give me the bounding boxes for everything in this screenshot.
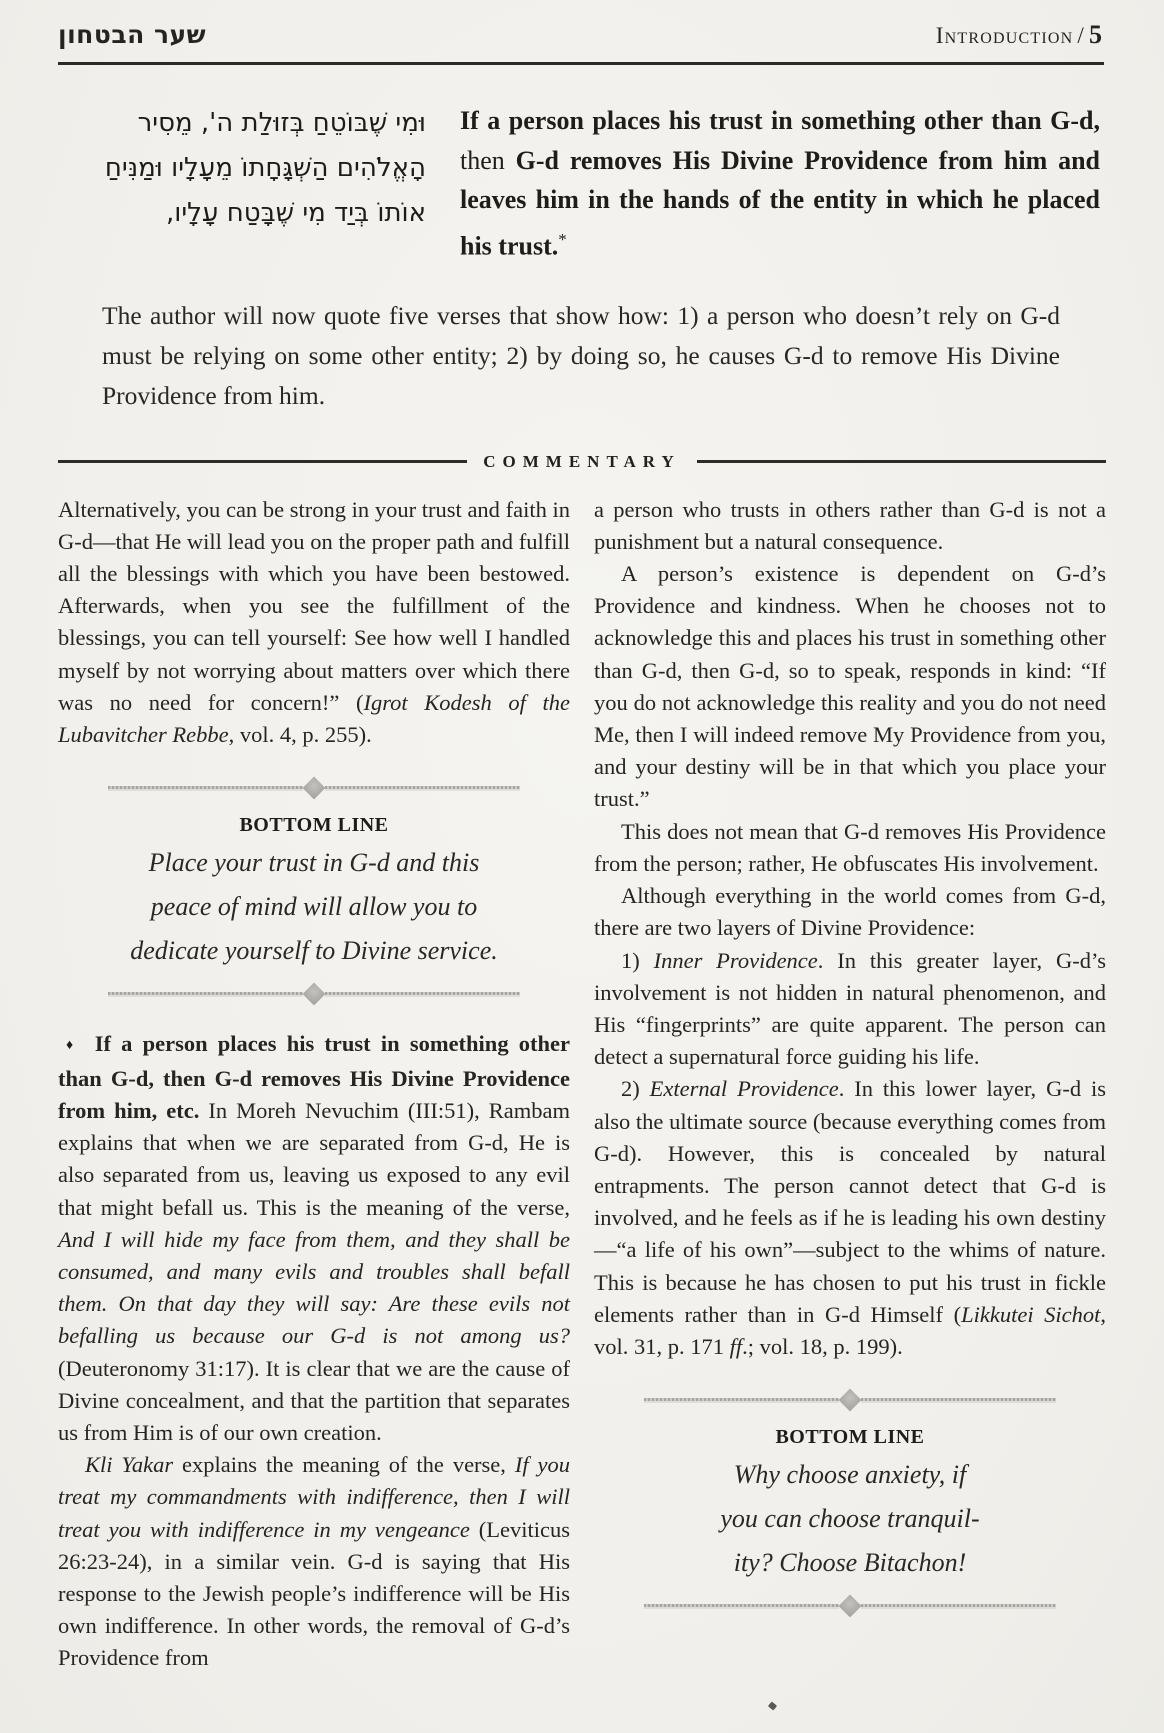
text-segment: 2) [621,1076,650,1102]
bottom-line-quote-line: ity? Choose Bitachon! [733,1548,967,1578]
text-segment: External Providence [649,1076,839,1102]
ornament-line [644,1604,839,1607]
commentary-paragraph [58,1449,570,1674]
text-segment: Igrot Kodesh of the Lubavitcher Rebbe [58,689,571,748]
text-segment: ff [729,1333,743,1359]
text-segment: In Moreh Nevuchim (III:51), Rambam explains that when we are separated from G-d, He is also separated from us, leaving us exposed to any evil that might befall us. This is the meaning of the verse, [58,1097,570,1220]
commentary-paragraph [58,494,570,752]
text-segment: , vol. 4, p. 255). [228,722,372,748]
divider-line [697,460,1106,463]
commentary-paragraph [58,1028,570,1449]
bottom-line-title: BOTTOM LINE [239,814,389,837]
diamond-ornament-icon [839,1388,862,1411]
page-number: 5 [1089,20,1102,49]
diamond-ornament-icon [303,983,326,1006]
english-translation [460,101,1100,266]
text-segment: . In this lower layer, G-d is also the ultimate source (because everything comes from G-d). However, this is concealed by natural entrapments. The person cannot detect that G-d is involved, and he feels as if he is leading his own destiny—“a life of his own”—subject to the whims of nature. This is because he has chosen to put his trust in fickle elements rather than in G-d Himself ( [594,1076,1107,1327]
bottom-line-box [644,1391,1056,1614]
commentary-paragraph [594,880,1106,944]
text-segment: 1) [621,947,654,973]
ink-speck [768,1701,777,1710]
ornament-line [108,992,303,995]
ornament-divider [108,985,520,1002]
text-segment: * [558,229,567,249]
ornament-divider [644,1597,1056,1614]
text-segment: Likkutei Sichot [961,1301,1101,1327]
running-head [936,20,1102,50]
text-segment: G-d removes His Divine Providence from him and leaves him in the hands of the entity in which he placed his trust. [460,145,1101,261]
narrator-paragraph: The author will now quote five verses that show how: 1) a person who doesn’t rely on G-d must be relying on some other entity; 2) by doing so, he causes G-d to remove His Divine Providence from him. [102,300,1060,410]
ornament-line [861,1398,1056,1401]
ornament-divider [644,1391,1056,1408]
commentary-label: COMMENTARY [483,451,681,471]
left-column [58,494,570,1675]
hebrew-line: אוֹתוֹ בְּיַד מִי שֶׁבָּטַח עָלָיו, [166,198,426,228]
page-header [0,0,1164,50]
bottom-line-quote-line: Place your trust in G-d and this [148,848,480,878]
text-segment: explains the meaning of the verse, [173,1452,515,1478]
text-segment: (Deuteronomy 31:17). It is clear that we are the cause of Divine concealment, and that the partition that separates us from Him is of our own creation. [58,1355,570,1445]
text-segment: .; vol. 18, p. 199). [742,1333,903,1359]
text-segment: This does not mean that G-d removes His Providence from the person; rather, He obfuscates His involvement. [594,818,1106,876]
section-title: Introduction [935,23,1074,48]
divider-line [58,460,467,463]
text-segment: If a person places his trust in something other than G-d, [460,106,1100,135]
text-segment: then [460,145,516,175]
commentary-paragraph [594,494,1106,558]
diamond-ornament-icon [839,1595,862,1618]
text-segment: Kli Yakar [85,1452,174,1478]
commentary-divider [58,452,1106,472]
bottom-line-quote-line: peace of mind will allow you to [150,892,478,922]
text-segment: If you treat my commandments with indifference, then I will treat you with indifference in my vengeance [58,1452,570,1542]
text-segment: Inner Providence [653,947,818,973]
text-segment: (Leviticus 26:23-24), in a similar vein. G-d is saying that His response to the Jewish people’s indifference will be His own indifference. In other words, the removal of G-d’s Providence from [58,1516,570,1671]
ornament-line [861,1604,1056,1607]
text-segment: . In this greater layer, G-d’s involvement is not hidden in natural phenomenon, and His “fingerprints” are quite apparent. The person can detect a supernatural force guiding his life. [594,947,1106,1070]
commentary-paragraph [594,558,1106,816]
hebrew-line: וּמִי שֶׁבּוֹטֵחַ בְּזוּלַת ה', מֵסִיר [137,108,426,138]
commentary-paragraph [594,945,1106,1074]
ornament-divider [108,779,520,796]
commentary-paragraph [594,1073,1106,1363]
text-segment: A person’s existence is dependent on G-d’s Providence and kindness. When he chooses not to acknowledge this and places his trust in something other than G-d, then G-d, so to speak, responds in kind: “If you do not acknowledge this reality and you do not need Me, then I will indeed remove My Providence from you, and your destiny will be in that which you place your trust.” [594,561,1106,812]
bottom-line-quote-line: Why choose anxiety, if [733,1460,967,1490]
bottom-line-box [108,779,520,1002]
text-segment: And I will hide my face from them, and they shall be consumed, and many evils and troubles shall befall them. On that day they will say: Are these evils not befalling us because our G-d is not among us? [58,1226,570,1349]
text-segment: If a person places his trust in something other than G-d, then G-d removes His Divine Providence from him, etc. [58,1031,570,1123]
commentary-paragraph [594,816,1106,880]
ornament-line [644,1398,839,1401]
page-number-separator: / [1077,23,1085,48]
diamond-bullet-icon: ♦ [66,1038,78,1054]
text-segment: , vol. 31, p. 171 [594,1301,1107,1359]
bottom-line-quote-line: you can choose tranquil- [720,1504,980,1534]
text-segment: Although everything in the world comes from G-d, there are two layers of Divine Providence: [594,883,1106,941]
ornament-line [325,992,520,995]
translation-block [0,65,1164,266]
diamond-ornament-icon [303,776,326,799]
text-segment: a person who trusts in others rather than G-d is not a punishment but a natural consequence. [594,496,1106,554]
bottom-line-quote-line: dedicate yourself to Divine service. [130,936,498,966]
hebrew-source-text [58,101,426,266]
bottom-line-title: BOTTOM LINE [775,1426,925,1449]
commentary-columns [0,472,1164,1675]
ornament-line [325,786,520,789]
text-segment: Alternatively, you can be strong in your trust and faith in G-d—that He will lead you on the proper path and fulfill all the blessings with which you have been bestowed. Afterwards, when you see the fulfillment of the blessings, you can tell yourself: See how well I handled myself by not worrying about matters over which there was no need for concern!” ( [58,496,570,715]
right-column [594,494,1106,1675]
hebrew-line: הָאֱלֹהִים הַשְׁגָּחָתוֹ מֵעָלָיו וּמַנִּיחַ [104,153,426,183]
hebrew-running-title: שער הבטחון [58,20,207,49]
ornament-line [108,786,303,789]
